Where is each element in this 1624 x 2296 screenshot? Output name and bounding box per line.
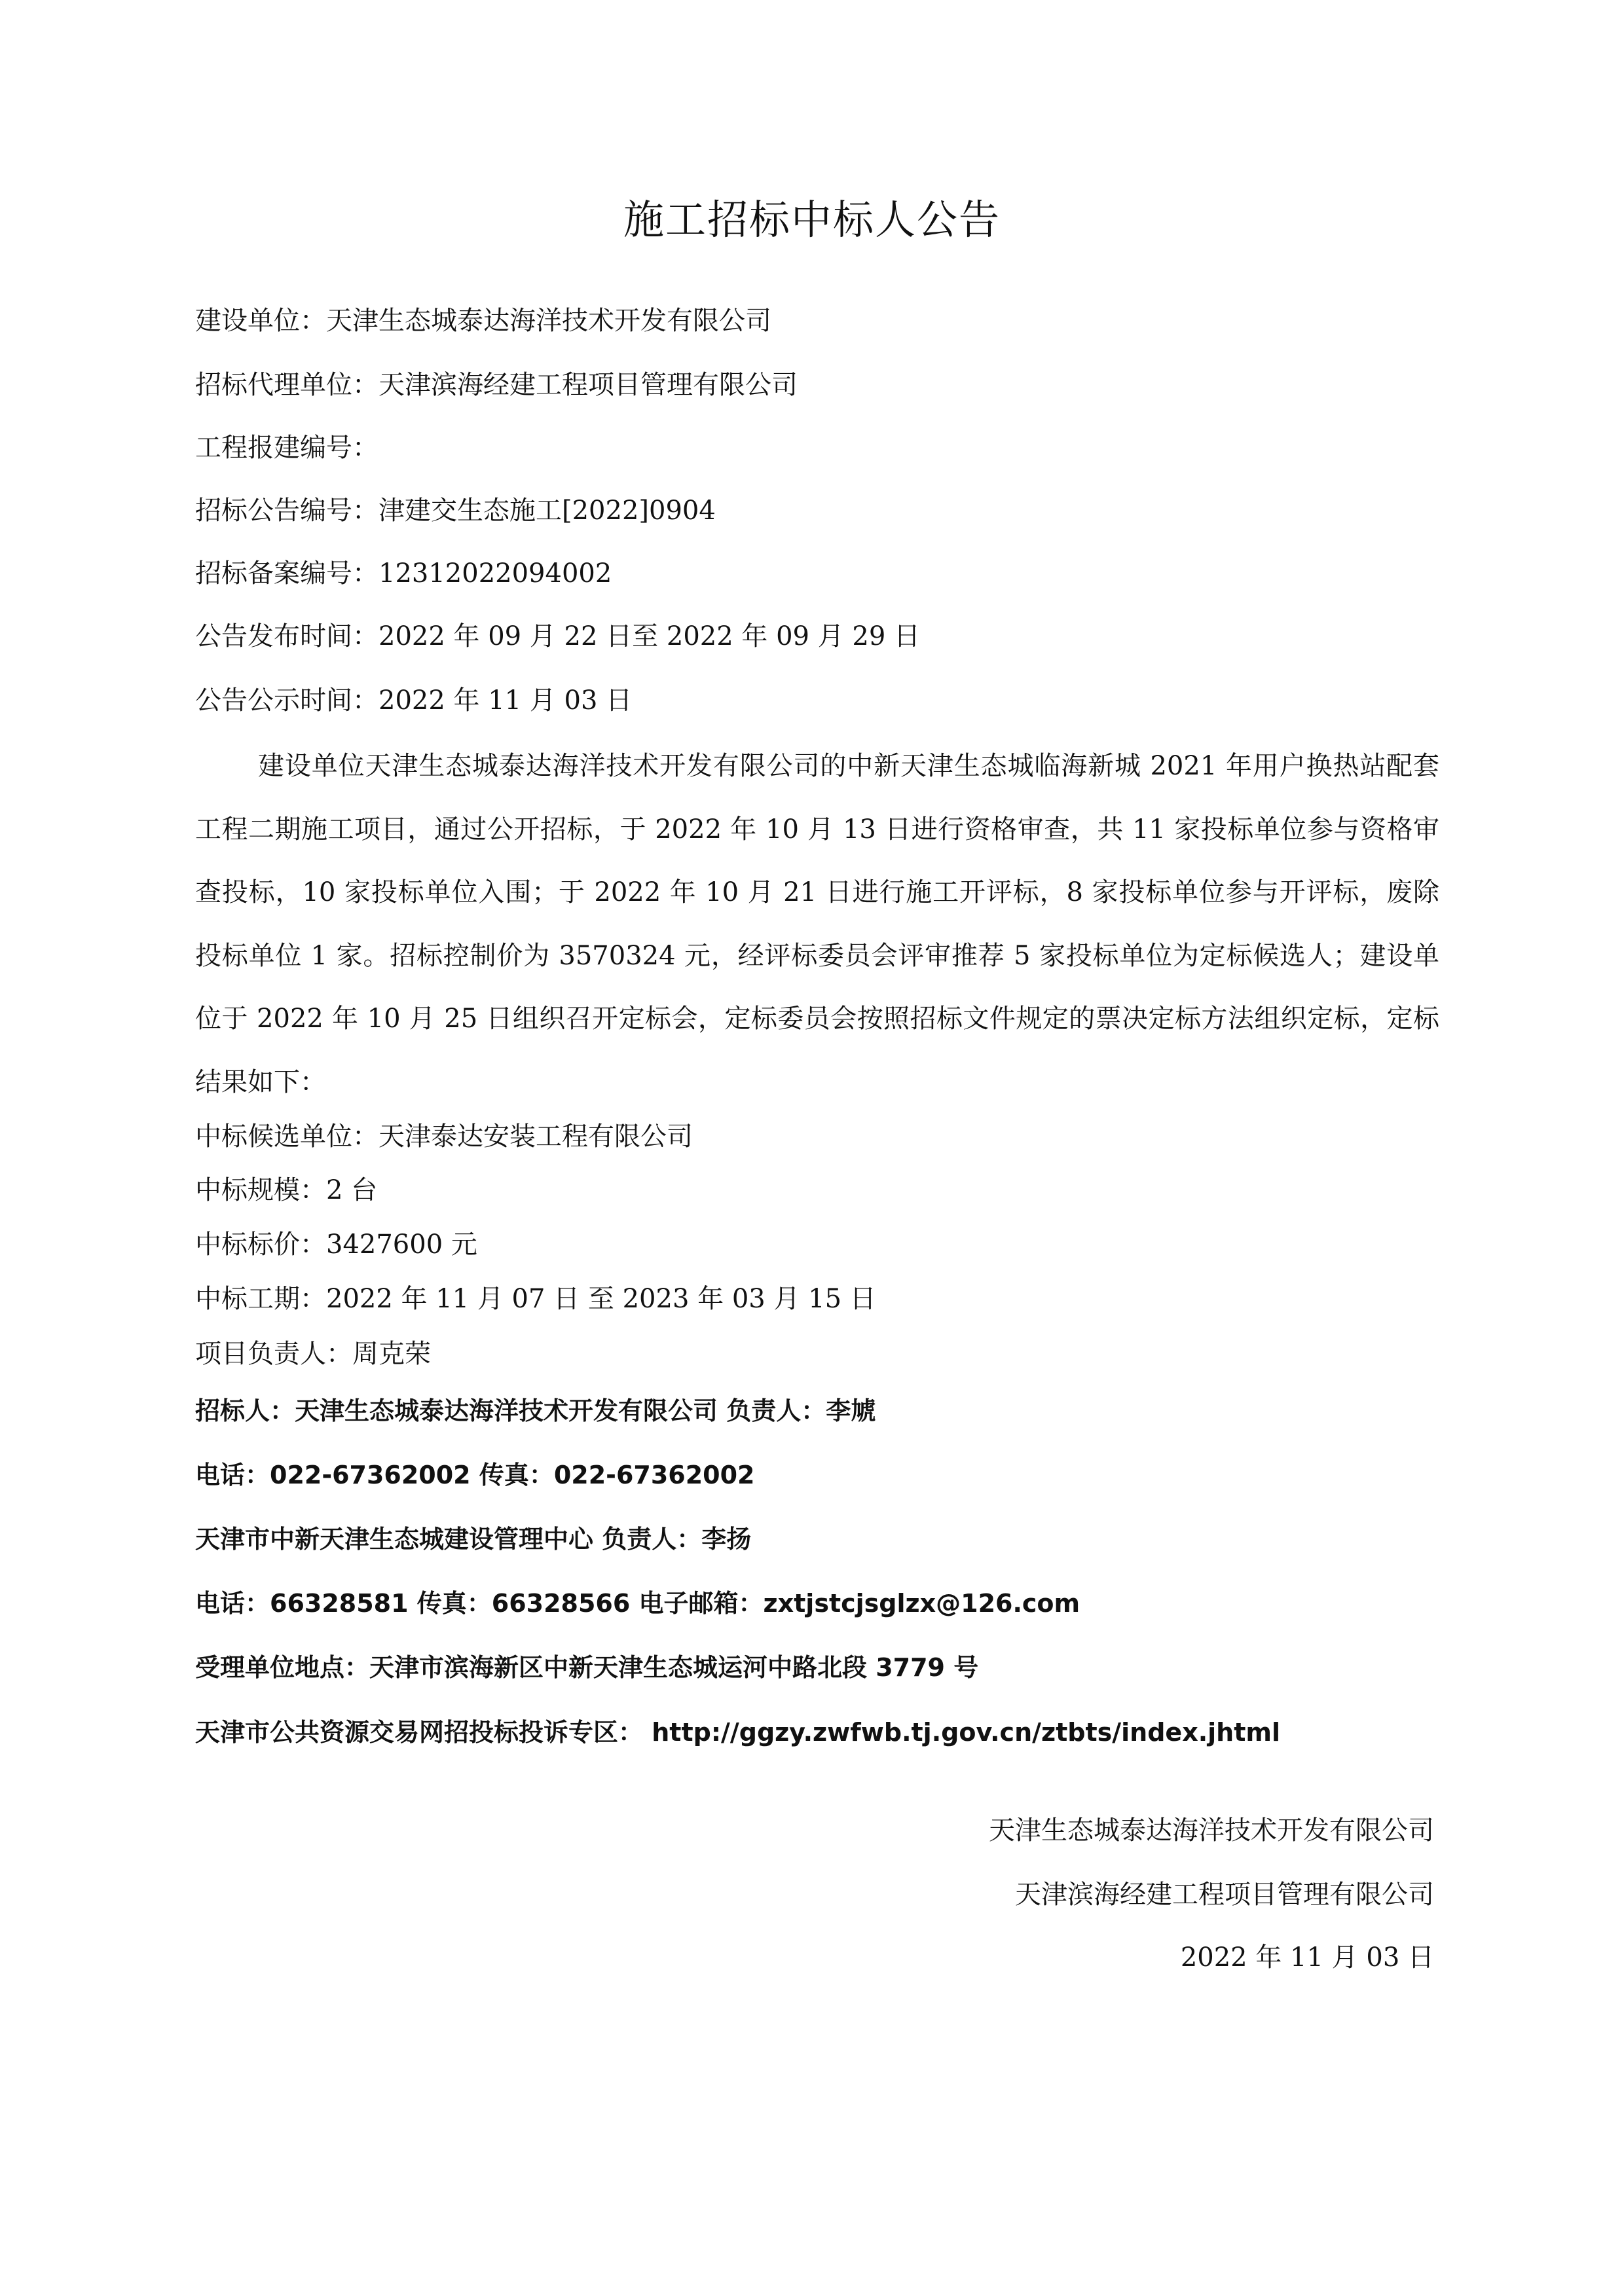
tenderer-phone-line: 电话：022-67362002 传真：022-67362002 bbox=[195, 1461, 755, 1489]
construction-period-line: 中标工期：2022 年 11 月 07 日 至 2023 年 03 月 15 日 bbox=[195, 1284, 876, 1314]
signature-date: 2022 年 11 月 03 日 bbox=[1180, 1942, 1434, 1973]
management-center-phone-line: 电话：66328581 传真：66328566 电子邮箱：zxtjstcjsglzx@126.com bbox=[195, 1589, 1080, 1618]
winning-price-line: 中标标价：3427600 元 bbox=[195, 1230, 477, 1260]
description-paragraph: 建设单位天津生态城泰达海洋技术开发有限公司的中新天津生态城临海新城 2021 年用户换热站配套工程二期施工项目，通过公开招标，于 2022 年 10 月 13 日进行资格审查，共 11 家投标单位参与资格审查投标，10 家投标单位入围；于 2022 年 10 月 21 日进行施工开评标，8 家投标单位参与开评标，废除投标单位 1 家。招标控制价为 3570324 元，经评标委员会评审推荐 5 家投标单位为定标候选人；建设单位于 2022 年 10 月 25 日组织召开定标会，定标委员会按照招标文件规定的票决定标方法组织定标，定标结果如下： bbox=[195, 751, 1439, 1097]
agency-unit-line: 招标代理单位：天津滨海经建工程项目管理有限公司 bbox=[195, 370, 798, 400]
project-registration-number-line: 工程报建编号： bbox=[195, 433, 378, 463]
project-manager-line: 项目负责人：周克荣 bbox=[195, 1339, 431, 1369]
construction-unit-line: 建设单位：天津生态城泰达海洋技术开发有限公司 bbox=[195, 306, 771, 336]
tenderer-contact-line: 招标人：天津生态城泰达海洋技术开发有限公司 负责人：李虓 bbox=[195, 1396, 876, 1425]
tender-notice-number-line: 招标公告编号：津建交生态施工[2022]0904 bbox=[195, 496, 716, 526]
office-address-line: 受理单位地点：天津市滨海新区中新天津生态城运河中路北段 3779 号 bbox=[195, 1653, 979, 1682]
tender-record-number-line: 招标备案编号：12312022094002 bbox=[195, 558, 612, 589]
complaint-zone-line: 天津市公共资源交易网招投标投诉专区： http://ggzy.zwfwb.tj.gov.cn/ztbts/index.jhtml bbox=[195, 1718, 1281, 1747]
document-title: 施工招标中标人公告 bbox=[623, 196, 1001, 244]
notice-publicity-time-line: 公告公示时间：2022 年 11 月 03 日 bbox=[195, 685, 633, 716]
signature-company-1: 天津生态城泰达海洋技术开发有限公司 bbox=[989, 1815, 1434, 1846]
winning-scale-line: 中标规模：2 台 bbox=[195, 1175, 378, 1205]
winning-candidate-line: 中标候选单位：天津泰达安装工程有限公司 bbox=[195, 1121, 693, 1152]
management-center-line: 天津市中新天津生态城建设管理中心 负责人：李扬 bbox=[195, 1525, 752, 1554]
notice-publish-time-line: 公告发布时间：2022 年 09 月 22 日至 2022 年 09 月 29 日 bbox=[195, 621, 921, 651]
signature-company-2: 天津滨海经建工程项目管理有限公司 bbox=[1015, 1880, 1434, 1910]
